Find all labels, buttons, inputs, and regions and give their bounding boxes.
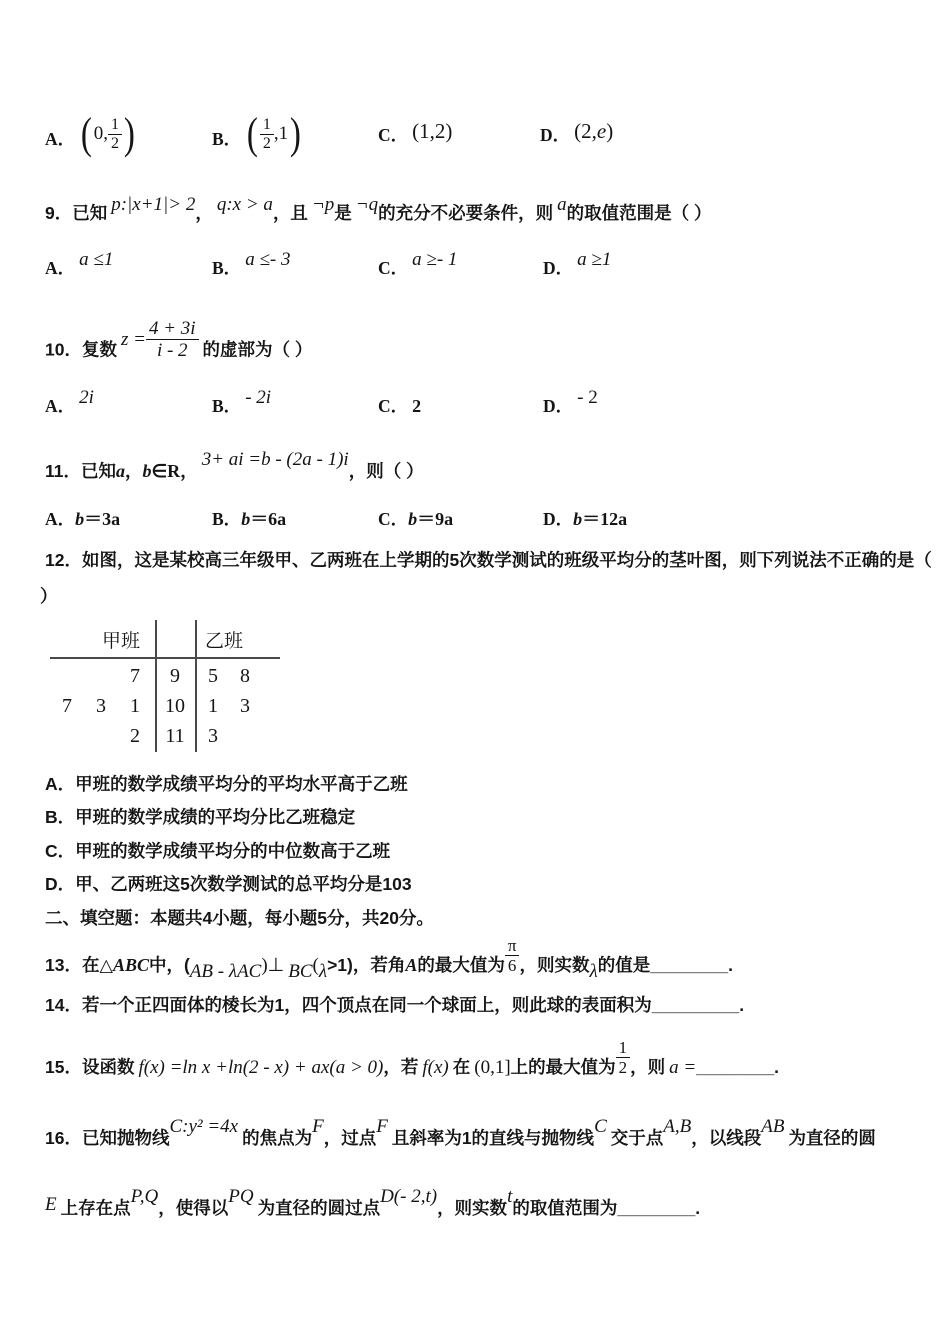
q13-text: 中，(	[148, 955, 190, 976]
q12-option-d: D．甲、乙两班这5次数学测试的总平均分是103	[45, 874, 412, 894]
question-14: 14．若一个正四面体的棱长为1，四个顶点在同一个球面上，则此球的表面积为_________.	[45, 995, 745, 1015]
stemleaf-vertical-line-right	[195, 620, 197, 752]
q8-d-post: )	[606, 119, 614, 143]
leaf-digit: 1	[130, 695, 140, 717]
q8-options-row	[0, 96, 950, 166]
q8-option-c-value: (1,2)	[412, 119, 453, 143]
q11-option-b-var: b	[241, 509, 251, 529]
q15-interval: (0,1]	[474, 1057, 511, 1079]
section-2-header: 二、填空题：本题共4小题，每小题5分，共20分。	[45, 908, 434, 928]
q13-text-blank: 的值是________.	[597, 955, 733, 976]
q9-option-d-label: D．	[543, 258, 574, 278]
q16-text: 的焦点为	[242, 1128, 313, 1148]
q11-option-a-value: ＝3a	[84, 509, 121, 529]
q11-number: 11．	[45, 461, 81, 481]
stemleaf-header-class2: 乙班	[205, 631, 244, 652]
stem-and-leaf-plot	[50, 620, 282, 756]
q16-circle-e: E	[45, 1194, 57, 1215]
q13-text: ，则实数	[519, 955, 590, 976]
stemleaf-right-leaves	[208, 725, 218, 748]
q11-option-d-var: b	[573, 509, 583, 529]
q16-number: 16．	[45, 1128, 82, 1148]
q16-text: 为直径的圆过点	[257, 1198, 381, 1218]
q12-option-a: A．甲班的数学成绩平均分的平均水平高于乙班	[45, 774, 408, 794]
q9-formula-p: p:|x+1|> 2	[111, 194, 196, 215]
stemleaf-left-leaves	[50, 665, 140, 688]
question-9-stem	[45, 194, 712, 225]
q9-text: 的充分不必要条件，则	[378, 203, 554, 223]
q11-var-b: b	[142, 461, 152, 481]
q15-text: 设函数	[81, 1057, 135, 1078]
q8-option-b-label: B．	[212, 128, 242, 149]
q12-option-c: C．甲班的数学成绩平均分的中位数高于乙班	[45, 841, 391, 861]
q11-text: 已知	[81, 461, 116, 481]
stemleaf-header-class1: 甲班	[102, 631, 141, 652]
q13-vector-expr: AB - λAC	[189, 961, 262, 983]
q11-option-b-label: B．	[212, 509, 242, 529]
q11-formula: 3+ ai =b - (2a - 1)i	[201, 449, 349, 470]
q8-option-d-label: D．	[540, 125, 571, 145]
fraction-denominator: i - 2	[156, 340, 188, 362]
stemleaf-left-leaves	[50, 695, 140, 718]
q11-text: ，则（ ）	[348, 461, 424, 481]
q10-option-d	[543, 387, 598, 418]
leaf-digit: 7	[62, 695, 72, 717]
leaf-digit: 5	[208, 665, 218, 687]
q10-fraction	[146, 318, 199, 362]
q15-blank: ________.	[696, 1057, 779, 1078]
leaf-digit: 2	[130, 725, 140, 747]
q11-option-c	[378, 505, 453, 531]
q11-option-d-value: ＝12a	[582, 509, 628, 529]
q15-text: ，则	[630, 1057, 666, 1078]
q11-option-b	[212, 505, 286, 531]
q9-number: 9．	[45, 203, 73, 223]
fraction-denominator: 6	[507, 956, 517, 976]
q11-comma: ，	[180, 461, 198, 481]
q8-a-zero: 0,	[93, 122, 109, 144]
fraction	[260, 116, 274, 153]
q15-text: 上的最大值为	[510, 1057, 616, 1078]
q16-parabola-eq: C:y² =4x	[169, 1116, 239, 1137]
question-10-stem	[45, 318, 313, 374]
q16-text: ，过点	[323, 1128, 377, 1148]
q9-text: ，且	[272, 203, 308, 223]
q11-option-a	[45, 505, 120, 531]
q10-option-b-value: - 2i	[245, 387, 272, 408]
q16-var-t: t	[507, 1186, 513, 1207]
stemleaf-right-leaves	[208, 665, 250, 688]
q10-option-c-value: 2	[412, 396, 422, 416]
q9-option-b	[212, 249, 291, 280]
q13-text: >1)，若角	[327, 955, 406, 976]
q13-fraction-pi-6	[505, 936, 520, 975]
fraction-denominator: 2	[111, 134, 120, 152]
q11-option-b-value: ＝6a	[250, 509, 287, 529]
q9-option-c	[378, 249, 458, 280]
q15-fx: f(x)	[422, 1057, 449, 1079]
q8-option-c-label: C．	[378, 125, 409, 145]
q8-option-a	[45, 109, 137, 159]
q11-var-a: a	[116, 461, 125, 481]
q10-option-b-label: B．	[212, 396, 242, 416]
q9-option-b-value: a ≤- 3	[245, 249, 291, 270]
q9-option-b-label: B．	[212, 258, 242, 278]
fraction-numerator: 1	[616, 1038, 631, 1058]
q16-curve-c: C	[594, 1116, 607, 1137]
q16-text: ，则实数	[437, 1198, 508, 1218]
q8-d-e: e	[596, 119, 607, 143]
stem-value: 9	[170, 665, 180, 687]
stemleaf-horizontal-line	[50, 657, 280, 659]
q16-segment-ab: AB	[761, 1116, 785, 1137]
q9-option-d-value: a ≥1	[577, 249, 612, 270]
q8-b-one: ,1	[273, 122, 289, 144]
q8-option-d	[540, 119, 614, 147]
question-13	[45, 936, 733, 987]
q9-option-c-value: a ≥- 1	[412, 249, 458, 270]
q11-in-R: ∈R	[151, 461, 181, 481]
q15-a-equals: a =	[669, 1057, 697, 1079]
q11-comma: ，	[125, 461, 143, 481]
question-15	[45, 1038, 779, 1089]
q13-angle-a: A	[405, 955, 418, 976]
q13-text: 在△	[81, 955, 113, 976]
q8-option-b	[212, 109, 303, 159]
q11-option-d	[543, 505, 627, 531]
q10-option-d-label: D．	[543, 396, 574, 416]
q13-triangle-abc: ABC	[112, 955, 149, 976]
q16-text: ，以线段	[691, 1128, 762, 1148]
fraction	[108, 116, 122, 153]
q9-var-a: a	[557, 194, 567, 215]
q9-not-q: ¬q	[355, 194, 379, 215]
question-12-stem-line1: 12．如图，这是某校高三年级甲、乙两班在上学期的5次数学测试的班级平均分的茎叶图，则下列说法不正确的是（	[45, 550, 932, 570]
stemleaf-right-leaves	[208, 695, 250, 718]
q16-points-pq: P,Q	[130, 1186, 159, 1207]
fraction-denominator: 2	[618, 1058, 628, 1078]
q8-option-c	[378, 119, 453, 147]
q16-text-blank: 的取值范围为________.	[512, 1198, 701, 1218]
q11-option-c-label: C．	[378, 509, 409, 529]
q9-formula-q: q:x > a	[216, 194, 273, 215]
stem-value: 10	[165, 695, 185, 717]
q16-point-d: D(- 2,t)	[380, 1186, 438, 1207]
q12-option-b: B．甲班的数学成绩的平均分比乙班稳定	[45, 807, 356, 827]
q10-option-a-value: 2i	[79, 387, 94, 408]
q16-text: 为直径的圆	[788, 1128, 876, 1148]
q10-option-d-value: - 2	[577, 387, 598, 408]
q8-d-pre: (2,	[574, 119, 597, 143]
q11-option-c-value: ＝9a	[417, 509, 454, 529]
stem-value: 11	[165, 725, 185, 747]
q10-number: 10．	[45, 339, 82, 360]
q10-z-equals: z =	[120, 329, 146, 351]
q9-text: 已知	[72, 203, 108, 223]
q10-text: 的虚部为（ ）	[202, 339, 313, 360]
leaf-digit: 1	[208, 695, 218, 717]
q16-point-f: F	[376, 1116, 388, 1137]
leaf-digit: 7	[130, 665, 140, 687]
q15-text: 在	[452, 1057, 471, 1078]
q10-text: 复数	[81, 339, 117, 360]
fraction-numerator: 1	[108, 116, 122, 135]
q10-option-c	[378, 393, 421, 418]
q8-option-d-value	[574, 119, 614, 143]
question-16-line2	[45, 1186, 701, 1220]
q9-option-c-label: C．	[378, 258, 409, 278]
q16-text: 交于点	[610, 1128, 664, 1148]
q11-option-d-label: D．	[543, 509, 574, 529]
q16-text: 已知抛物线	[81, 1128, 170, 1148]
question-16-line1	[45, 1116, 876, 1150]
q13-lambda: λ	[589, 961, 598, 983]
q9-option-a-label: A．	[45, 258, 76, 278]
q15-fraction-half	[616, 1038, 631, 1077]
leaf-digit: 3	[240, 695, 250, 717]
q10-option-a-label: A．	[45, 396, 76, 416]
q11-option-c-var: b	[408, 509, 418, 529]
q11-option-a-var: b	[75, 509, 85, 529]
q10-option-a	[45, 387, 94, 418]
q16-segment-pq: PQ	[228, 1186, 254, 1207]
fraction-numerator: π	[505, 936, 520, 956]
leaf-digit: 3	[96, 695, 106, 717]
q9-option-d	[543, 249, 612, 280]
q10-option-b	[212, 387, 272, 418]
q13-lambda: λ	[318, 961, 328, 983]
leaf-digit: 8	[240, 665, 250, 687]
q8-option-a-value: (0, $\frac{1}{2}$ )	[80, 109, 135, 159]
q8-option-b-value: ( $\frac{1}{2}$ ,1)	[247, 109, 301, 159]
q9-text: 是	[334, 203, 352, 223]
q16-points-ab: A,B	[663, 1116, 692, 1137]
q16-text: ，使得以	[158, 1198, 229, 1218]
q11-option-a-label: A．	[45, 509, 76, 529]
q8-option-a-label: A．	[45, 128, 76, 149]
question-11-stem	[45, 449, 424, 483]
q15-function-def: f(x) =ln x +ln(2 - x) + ax(a > 0)	[138, 1057, 384, 1079]
stemleaf-left-leaves	[50, 725, 140, 748]
q10-option-c-label: C．	[378, 396, 409, 416]
q16-text: 且斜率为1的直线与抛物线	[391, 1128, 595, 1148]
question-12-stem-line2: ）	[40, 586, 58, 606]
q9-not-p: ¬p	[311, 194, 335, 215]
q15-number: 15．	[45, 1057, 82, 1078]
q9-option-a	[45, 249, 114, 280]
leaf-digit: 3	[208, 725, 218, 747]
q15-text: ，若	[383, 1057, 419, 1078]
q16-focus-f: F	[312, 1116, 324, 1137]
q13-number: 13．	[45, 955, 82, 976]
fraction-numerator: 4 + 3i	[146, 318, 199, 340]
fraction-denominator: 2	[262, 134, 271, 152]
q9-option-a-value: a ≤1	[79, 249, 114, 270]
q9-comma: ，	[195, 203, 213, 223]
q16-text: 上存在点	[60, 1198, 131, 1218]
q13-text: 的最大值为	[417, 955, 505, 976]
q13-perp: )⊥	[261, 955, 285, 977]
fraction-numerator: 1	[260, 116, 274, 135]
q13-paren: (	[312, 955, 319, 977]
q9-text: 的取值范围是（ ）	[566, 203, 712, 223]
q13-vector-bc: BC	[288, 961, 313, 983]
